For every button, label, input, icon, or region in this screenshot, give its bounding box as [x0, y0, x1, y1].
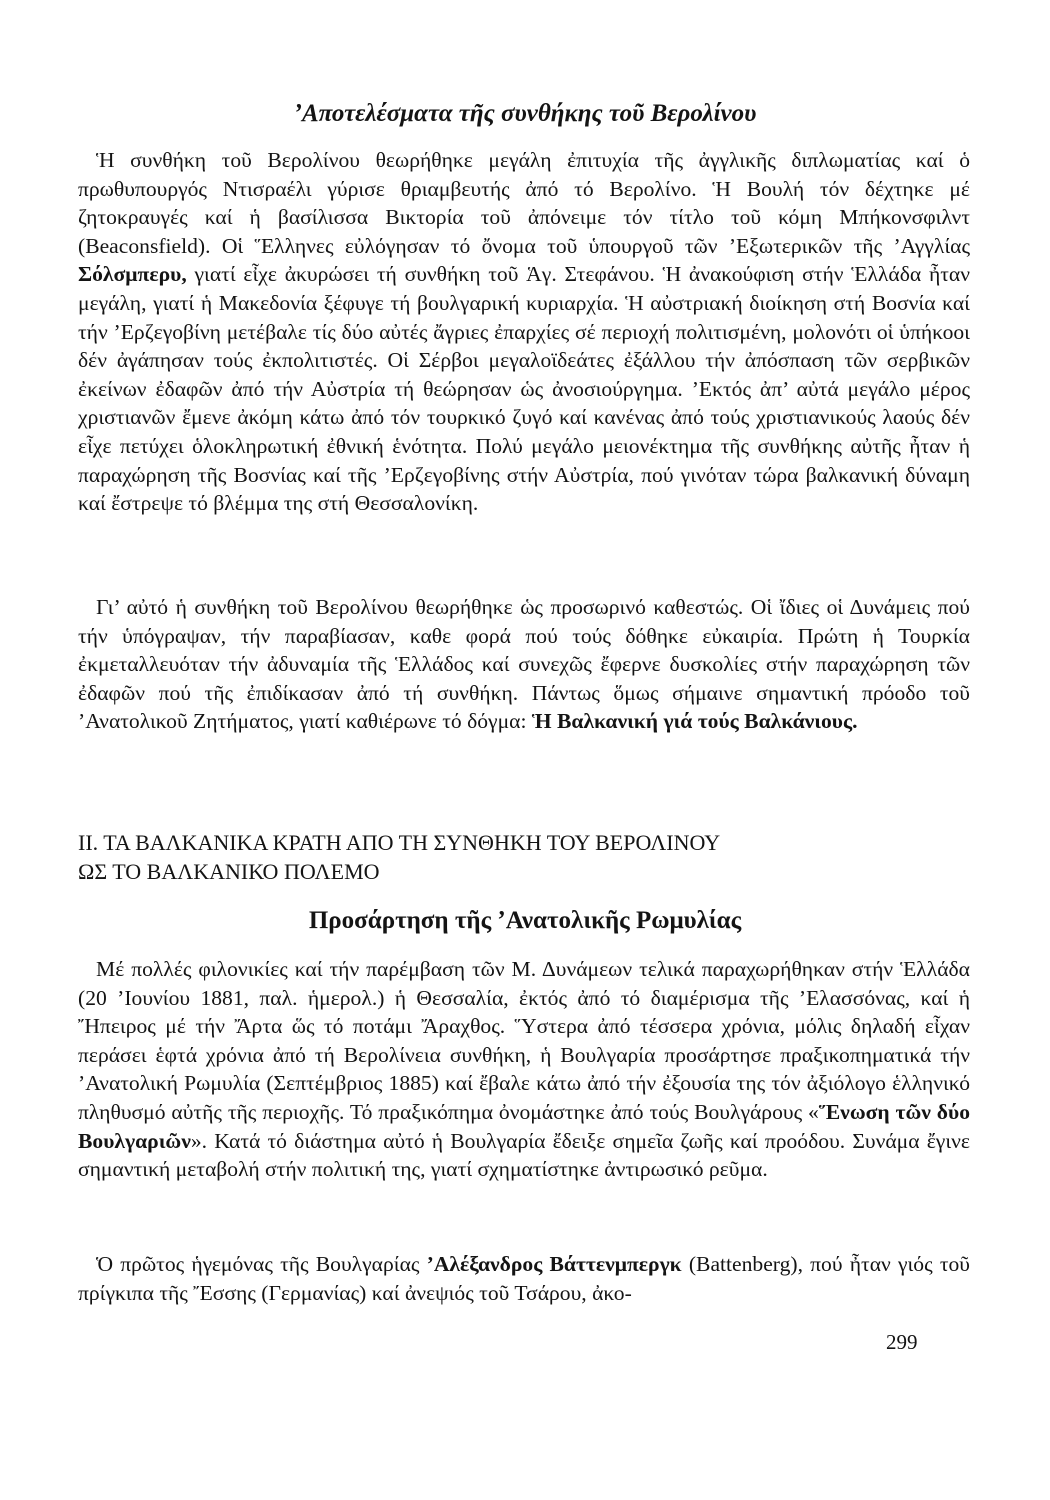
paragraph-text: Ὁ πρῶτος ἡγεμόνας τῆς Βουλγαρίας [96, 1252, 427, 1276]
paragraph-text: Γι’ αὐτό ἡ συνθήκη τοῦ Βερολίνου θεωρήθηκε ὡς προσωρινό καθεστώς. Οἱ ἴδιες οἱ Δυνάμεις πού τήν ὑπόγραψαν, τήν παραβίασαν, καθε φορά πού τούς δόθηκε εὐκαιρία. Πρώτη ἡ Τουρκία ἐκμεταλλευόταν τήν ἀδυναμία τῆς Ἑλλάδος καί συνεχῶς ἔφερνε δυσκολίες στήν παραχώρηση τῶν ἐδαφῶν πού τῆς ἐπιδίκασαν ἀπό τή συνθήκη. Πάντως ὅμως σήμαινε σημαντική πρόοδο τοῦ ʼΑνατολικοῦ Ζητήματος, γιατί καθιέρωνε τό δόγμα: [78, 595, 970, 734]
paragraph-text: (Battenberg), πού ἦταν γιός τοῦ πρίγκιπα τῆς Ἔσσης (Γερμανίας) καί ἀνεψιός τοῦ Τσάρου, ἀκο- [78, 1252, 970, 1305]
paragraph-text: γιατί εἶχε ἀκυρώσει τή συνθήκη τοῦ Ἁγ. Στεφάνου. Ἡ ἀνακούφιση στήν Ἑλλάδα ἦταν μεγάλη, γιατί ἡ Μακεδονία ξέφυγε τή βουλγαρική κυριαρχία. Ἡ αὐστριακή διοίκηση στή Βοσνία καί τήν ʼΕρζεγοβίνη μετέβαλε τίς δύο αὐτές ἄγριες ἐπαρχίες σέ περιοχή πολιτισμένη, μολονότι οἱ ὑπήκοοι δέν ἀγάπησαν τούς ἐκπολιτιστές. Οἱ Σέρβοι μεγαλοϊδεάτες ἐξάλλου τήν ἀπόσπαση τῶν σερβικῶν ἐκείνων ἐδαφῶν ἀπό τήν Αὐστρία τή θεώρησαν ὡς ἀνοσιούργημα. ʼΕκτός ἀπ’ αὐτά μεγάλο μέρος χριστιανῶν ἔμενε ἀκόμη κάτω ἀπό τόν τουρκικό ζυγό καί κανένας ἀπό τούς χριστιανικούς λαούς δέν εἶχε πετύχει ὁλοκληρωτική ἐθνική ἑνότητα. Πολύ μεγάλο μειονέκτημα τῆς συνθήκης αὐτῆς ἦταν ἡ παραχώρηση τῆς Βοσνίας καί τῆς ʼΕρζεγοβίνης στήν Αὐστρία, πού γινόταν τώρα βαλκανική δύναμη καί ἔστρεψε τό βλέμμα της στή Θεσσαλονίκη. [78, 262, 970, 516]
subsection-title: Προσάρτηση τῆς ʼΑνατολικῆς Ρωμυλίας [308, 907, 742, 934]
bold-unification: Ἕνωση τῶν δύο Βουλγαριῶν [78, 1099, 970, 1153]
bold-name-salisbury: Σόλσμπερυ, [78, 262, 187, 287]
paragraph-text: ». Κατά τό διάστημα αὐτό ἡ Βουλγαρία ἔδειξε σημεῖα ζωῆς καί προόδου. Συνάμα ἔγινε σημαντική μεταβολή στήν πολιτική της, γιατί σχηματίστηκε ἀντιρωσικό ρεῦμα. [78, 1128, 970, 1182]
bold-doctrine: Ἡ Βαλκανική γιά τούς Βαλκάνιους. [531, 709, 858, 734]
chapter-heading-line: ΙΙ. ΤΑ ΒΑΛΚΑΝΙΚΑ ΚΡΑΤΗ ΑΠΟ ΤΗ ΣΥΝΘΗΚΗ ΤΟΥ ΒΕΡΟΛΙΝΟΥ [78, 830, 721, 855]
chapter-heading-line: ΩΣ ΤΟ ΒΑΛΚΑΝΙΚΟ ΠΟΛΕΜΟ [78, 859, 380, 884]
chapter-heading [78, 828, 970, 886]
paragraph-temporary-status [78, 593, 970, 736]
paragraph-text: Μέ πολλές φιλονικίες καί τήν παρέμβαση τῶν Μ. Δυνάμεων τελικά παραχωρήθηκαν στήν Ἑλλάδα (20 ʼΙουνίου 1881, παλ. ἡμερολ.) ἡ Θεσσαλία, ἐκτός ἀπό τό διαμέρισμα τῆς ʼΕλασσόνας, καί ἡ Ἤπειρος μέ τήν Ἄρτα ὥς τό ποτάμι Ἄραχθος. Ὕστερα ἀπό τέσσερα χρόνια, μόλις δηλαδή εἶχαν περάσει ἑφτά χρόνια ἀπό τή Βερολίνεια συνθήκη, ἡ Βουλγαρία προσάρτησε πραξικοπηματικά τήν ʼΑνατολική Ρωμυλία (Σεπτέμβριος 1885) καί ἔβαλε κάτω ἀπό τήν ἐξουσία της τόν ἀξιόλογο ἑλληνικό πληθυσμό αὐτῆς τῆς περιοχῆς. Τό πραξικόπημα ὀνομάστηκε ἀπό τούς Βουλγάρους « [78, 957, 970, 1124]
paragraph-berlin-results [78, 146, 970, 518]
paragraph-text: Ἡ συνθήκη τοῦ Βερολίνου θεωρήθηκε μεγάλη ἐπιτυχία τῆς ἀγγλικῆς διπλωματίας καί ὁ πρωθυπουργός Ντισραέλι γύρισε θριαμβευτής ἀπό τό Βερολίνο. Ἡ Βουλή τόν δέχτηκε μέ ζητοκραυγές καί ἡ βασίλισσα Βικτορία τοῦ ἀπόνειμε τόν τίτλο τοῦ κόμη Μπήκονσφιλντ (Beaconsfield). Οἱ Ἕλληνες εὐλόγησαν τό ὄνομα τοῦ ὑπουργοῦ τῶν ʼΕξωτερικῶν τῆς ʼΑγγλίας [78, 148, 970, 258]
bold-name-battenberg: ʼΑλέξανδρος Βάττενμπεργκ [426, 1252, 682, 1276]
page-number: 299 [886, 1330, 918, 1354]
paragraph-rumelia-annexation [78, 955, 970, 1184]
section-title: ʼΑποτελέσματα τῆς συνθήκης τοῦ Βερολίνου [293, 100, 757, 127]
paragraph-battenberg [78, 1250, 970, 1307]
